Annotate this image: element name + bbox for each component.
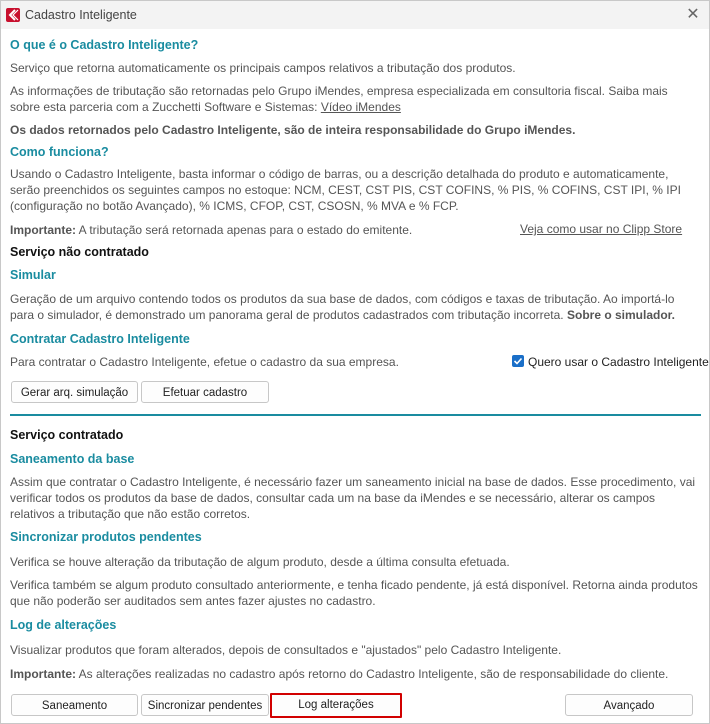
contract-heading: Contratar Cadastro Inteligente (10, 332, 190, 346)
sync-text-1: Verifica se houve alteração da tributação de algum produto, desde a última consulta efetuada. (10, 555, 510, 569)
not-contracted-heading: Serviço não contratado (10, 245, 149, 259)
log-changes-button[interactable]: Log alterações (270, 693, 402, 718)
contracted-important-text: As alterações realizadas no cadastro após retorno do Cadastro Inteligente, são de responsabilidade do cliente. (76, 667, 669, 681)
contracted-important-label: Importante: (10, 667, 76, 681)
how-heading: Como funciona? (10, 145, 109, 159)
sync-text-2: Verifica também se algum produto consultado anteriormente, e tenha ficado pendente, já está disponível. Retorna ainda produtos que não poderão ser auditados sem antes fazer ajustes no cadastro. (10, 578, 698, 608)
window-title: Cadastro Inteligente (25, 8, 137, 22)
sanitize-button[interactable]: Saneamento (11, 694, 138, 716)
generate-simulation-button[interactable]: Gerar arq. simulação (11, 381, 138, 403)
sanitize-heading: Saneamento da base (10, 452, 135, 466)
advanced-button[interactable]: Avançado (565, 694, 693, 716)
how-important-label: Importante: (10, 223, 76, 237)
simulate-heading: Simular (10, 268, 56, 282)
simulate-text (10, 291, 700, 323)
use-cadastro-checkbox[interactable] (512, 355, 524, 367)
use-cadastro-label[interactable]: Quero usar o Cadastro Inteligente (528, 355, 709, 369)
contracted-heading: Serviço contratado (10, 428, 124, 442)
register-button[interactable]: Efetuar cadastro (141, 381, 269, 403)
how-important-text: A tributação será retornada apenas para o estado do emitente. (76, 223, 413, 237)
about-responsibility: Os dados retornados pelo Cadastro Inteligente, são de inteira responsabilidade do Grupo iMendes. (10, 123, 576, 137)
simulate-text-body: Geração de um arquivo contendo todos os produtos da sua base de dados, com códigos e taxas de tributação. Ao importá-lo para o simulador, é demonstrado um panorama geral de produtos cadastrados com tributação incorreta. (10, 292, 675, 322)
section-divider (10, 414, 701, 416)
close-icon[interactable]: ✕ (686, 6, 700, 23)
about-text-2-body: As informações de tributação são retornadas pelo Grupo iMendes, empresa especializada em consultoria fiscal. Saiba mais sobre esta parceria com a Zucchetti Software e Sistemas: (10, 84, 668, 114)
sanitize-text: Assim que contratar o Cadastro Inteligente, é necessário fazer um saneamento inicial na base de dados. Esse procedimento, vai verificar todos os produtos da base de dados, consultar cada um na base da iMendes e se necessário, alterar os campos relativos a tributação que não estão corretos. (10, 475, 696, 521)
about-text-2 (10, 83, 700, 115)
sync-pending-button[interactable]: Sincronizar pendentes (141, 694, 269, 716)
contract-text: Para contratar o Cadastro Inteligente, efetue o cadastro da sua empresa. (10, 355, 399, 369)
video-imendes-link[interactable]: Vídeo iMendes (320, 100, 401, 114)
title-bar (1, 1, 709, 29)
sync-heading: Sincronizar produtos pendentes (10, 530, 202, 544)
clipp-store-link[interactable]: Veja como usar no Clipp Store (520, 222, 683, 236)
log-heading: Log de alterações (10, 618, 117, 632)
contracted-important (10, 666, 700, 682)
how-text: Usando o Cadastro Inteligente, basta informar o código de barras, ou a descrição detalhada do produto e automaticamente, serão preenchidos os seguintes campos no estoque: NCM, CEST, CST PIS, CST COFINS, % PIS, % COFINS, CST IPI, % IPI (configuração no botão Avançado), % ICMS, CFOP, CST, CSOSN, % MVA e % FCP. (10, 167, 681, 213)
log-text: Visualizar produtos que foram alterados, depois de consultados e "ajustados" pelo Cadastro Inteligente. (10, 643, 562, 657)
about-text-1: Serviço que retorna automaticamente os principais campos relativos a tributação dos produtos. (10, 61, 516, 75)
about-simulator-link[interactable]: Sobre o simulador. (566, 308, 676, 322)
app-logo-icon (6, 8, 20, 22)
about-heading: O que é o Cadastro Inteligente? (10, 38, 199, 52)
